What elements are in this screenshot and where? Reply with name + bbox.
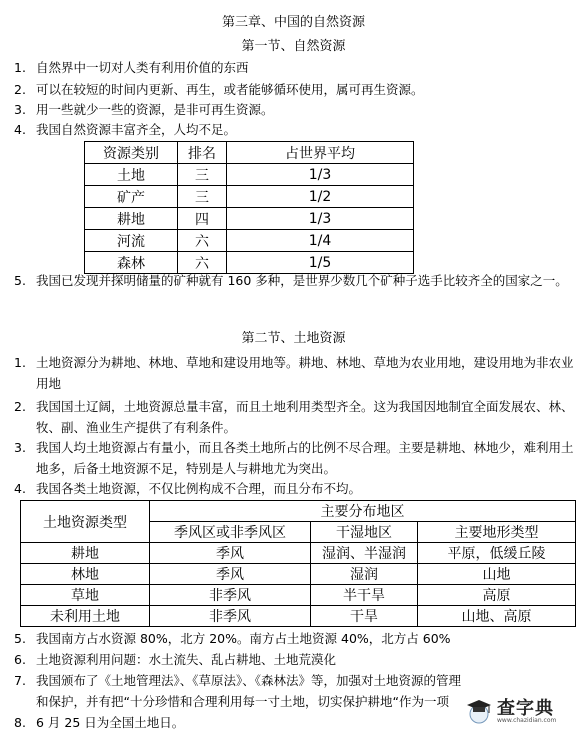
table-cell: 半干旱 — [311, 585, 418, 606]
table-header-row — [85, 142, 414, 164]
table-cell: 干旱 — [311, 606, 418, 627]
chapter-title: 第三章、中国的自然资源 — [221, 15, 365, 30]
list-item: 5. 我国南方占水资源 80%，北方 20%。南方占土地资源 40%，北方占 60% — [14, 631, 451, 646]
column-header: 占世界平均 — [227, 142, 414, 164]
list-item: 3. 用一些就少一些的资源，是非可再生资源。 — [14, 102, 274, 117]
table-cell: 未利用土地 — [21, 606, 150, 627]
table-cell: 非季风 — [150, 585, 311, 606]
list-item: 3. 我国人均土地资源占有量小，而且各类土地所占的比例不尽合理。主要是耕地、林地少，难利用土地多，后备土地资源不足，特别是人与耕地尤为突出。 — [14, 440, 574, 476]
table-cell: 河流 — [85, 230, 178, 252]
table-cell: 土地 — [85, 164, 178, 186]
table-cell: 山地、高原 — [418, 606, 576, 627]
table-cell: 矿产 — [85, 186, 178, 208]
table-header-row — [21, 501, 576, 522]
column-header: 主要分布地区 — [150, 501, 576, 522]
list-item: 7. 我国颁布了《土地管理法》、《草原法》、《森林法》等，加强对土地资源的管理和保护，并有把“十分珍惜和合理利用每一寸土地，切实保护耕地“作为一项 — [14, 673, 462, 709]
table-cell: 1/4 — [227, 230, 414, 252]
table-row — [21, 606, 576, 627]
table-cell: 山地 — [418, 564, 576, 585]
graduation-cap-icon — [465, 696, 493, 726]
column-header: 资源类别 — [85, 142, 178, 164]
land-distribution-table — [20, 500, 576, 627]
table-cell: 三 — [178, 186, 227, 208]
table-row — [21, 564, 576, 585]
logo-brand: 查字典 — [497, 698, 554, 719]
column-header: 季风区或非季风区 — [150, 522, 311, 543]
list-item: 2. 我国国土辽阔，土地资源总量丰富，而且土地利用类型齐全。这为我国因地制宜全面发展农、林、牧、副、渔业生产提供了有利条件。 — [14, 399, 574, 435]
section2-title: 第二节、土地资源 — [241, 331, 346, 346]
list-item: 4. 我国各类土地资源，不仅比例构成不合理，而且分布不均。 — [14, 481, 362, 496]
list-item: 1. 土地资源分为耕地、林地、草地和建设用地等。耕地、林地、草地为农业用地，建设用地为非农业用地 — [14, 355, 574, 391]
list-item: 6. 土地资源利用问题：水土流失、乱占耕地、土地荒漠化 — [14, 652, 337, 667]
table-row — [21, 543, 576, 564]
list-item: 1. 自然界中一切对人类有利用价值的东西 — [14, 60, 249, 75]
table-cell: 林地 — [21, 564, 150, 585]
table-cell: 高原 — [418, 585, 576, 606]
table-cell: 1/3 — [227, 164, 414, 186]
table-cell: 湿润、半湿润 — [311, 543, 418, 564]
table-cell: 非季风 — [150, 606, 311, 627]
table-cell: 1/5 — [227, 252, 414, 274]
table-row — [85, 208, 414, 230]
table-cell: 耕地 — [21, 543, 150, 564]
table-row — [85, 186, 414, 208]
table-cell: 季风 — [150, 543, 311, 564]
section1-title: 第一节、自然资源 — [241, 39, 346, 54]
table-cell: 六 — [178, 230, 227, 252]
resource-ranking-table — [84, 141, 414, 274]
column-header: 排名 — [178, 142, 227, 164]
table-cell: 森林 — [85, 252, 178, 274]
column-header: 土地资源类型 — [21, 501, 150, 543]
table-cell: 三 — [178, 164, 227, 186]
site-logo — [461, 692, 581, 732]
table-cell: 1/2 — [227, 186, 414, 208]
table-cell: 六 — [178, 252, 227, 274]
table-cell: 耕地 — [85, 208, 178, 230]
table-cell: 1/3 — [227, 208, 414, 230]
table-cell: 草地 — [21, 585, 150, 606]
table-cell: 季风 — [150, 564, 311, 585]
logo-url: www.chazidian.com — [497, 717, 557, 724]
table-row — [85, 164, 414, 186]
table-cell: 平原，低缓丘陵 — [418, 543, 576, 564]
table-row — [21, 585, 576, 606]
column-header: 干湿地区 — [311, 522, 418, 543]
table-cell: 湿润 — [311, 564, 418, 585]
table-cell: 四 — [178, 208, 227, 230]
list-item: 5. 我国已发现并探明储量的矿种就有 160 多种，是世界少数几个矿种子选手比较齐全的国家之一。 — [14, 273, 568, 288]
table-row — [85, 230, 414, 252]
list-item: 4. 我国自然资源丰富齐全，人均不足。 — [14, 122, 237, 137]
column-header: 主要地形类型 — [418, 522, 576, 543]
list-item: 8. 6 月 25 日为全国土地日。 — [14, 715, 185, 730]
list-item: 2. 可以在较短的时间内更新、再生，或者能够循环使用，属可再生资源。 — [14, 82, 424, 97]
